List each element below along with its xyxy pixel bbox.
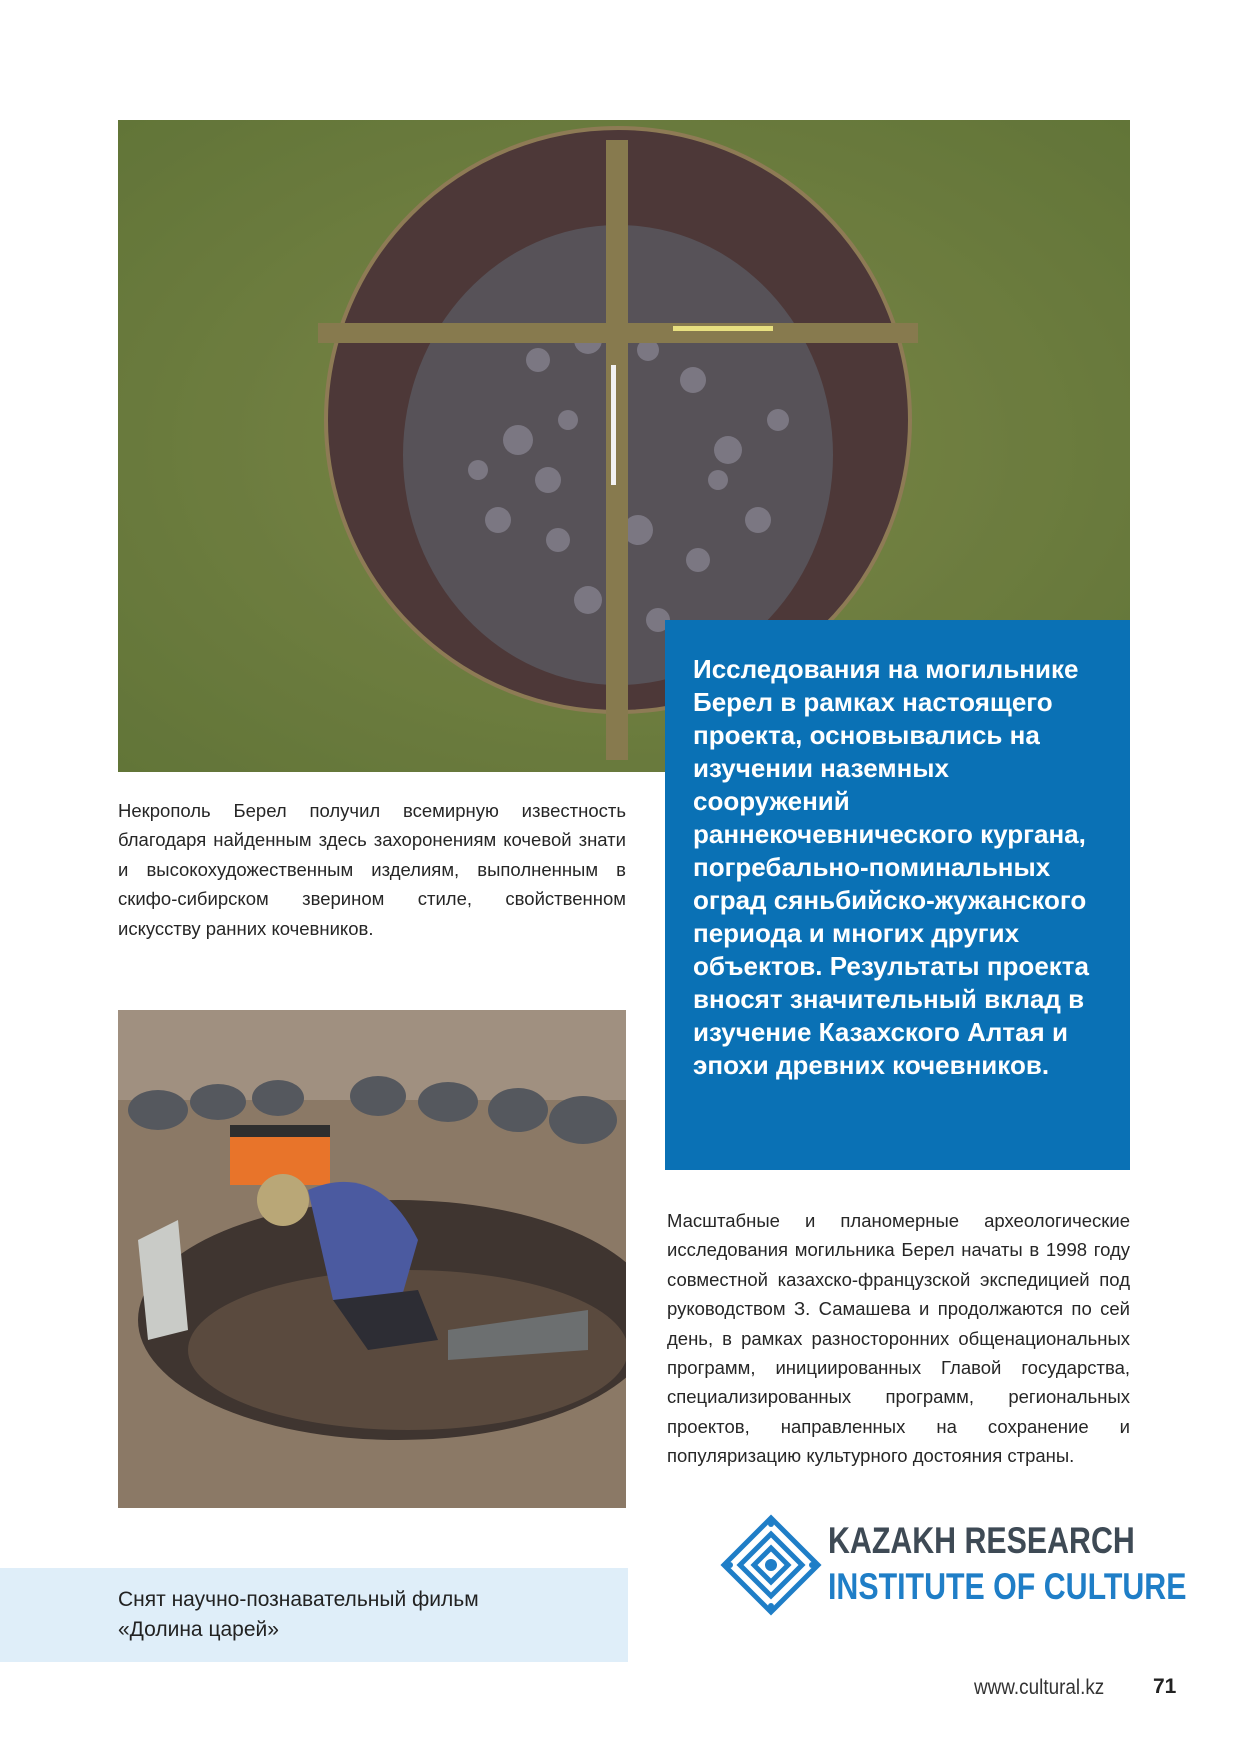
highlight-quote-box — [665, 620, 1130, 1170]
excavation-photo — [118, 1010, 626, 1508]
logo-text-line1: KAZAKH RESEARCH — [828, 1520, 1135, 1561]
film-caption-line2: «Долина царей» — [118, 1618, 279, 1641]
film-caption — [118, 1585, 479, 1645]
film-caption-band — [0, 1568, 628, 1662]
kazakh-ornament-icon — [718, 1512, 824, 1618]
logo-text-line2: INSTITUTE OF CULTURE — [828, 1566, 1187, 1607]
page-number: 71 — [1153, 1675, 1177, 1698]
highlight-quote-text: Исследования на могильнике Берел в рамках настоящего проекта, основывались на изучении наземных сооружений раннекочевнического кургана, погребально-поминальных оград сяньбийско-жужанского периода и многих других объектов. Результаты проекта вносят значительный вклад в изучение Казахского Алтая и эпохи древних кочевников. — [693, 654, 1089, 1080]
film-caption-line1: Снят научно-познавательный фильм — [118, 1588, 479, 1611]
footer-website-url[interactable]: www.cultural.kz — [974, 1676, 1105, 1699]
paragraph-berel-necropolis: Некрополь Берел получил всемирную известность благодаря найденным здесь захоронениям кочевой знати и высокохудожественным изделиям, выполненным в скифо-сибирском зверином стиле, свойственном искусству ранних кочевников. — [118, 800, 626, 939]
paragraph-research-history: Масштабные и планомерные археологические исследования могильника Берел начаты в 1998 году совместной казахско-французской экспедицией под руководством З. Самашева и продолжаются по сей день, в рамках разносторонних общенациональных программ, инициированных Главой государства, специализированных программ, региональных проектов, направленных на сохранение и популяризацию культурного достояния страны. — [667, 1210, 1130, 1467]
